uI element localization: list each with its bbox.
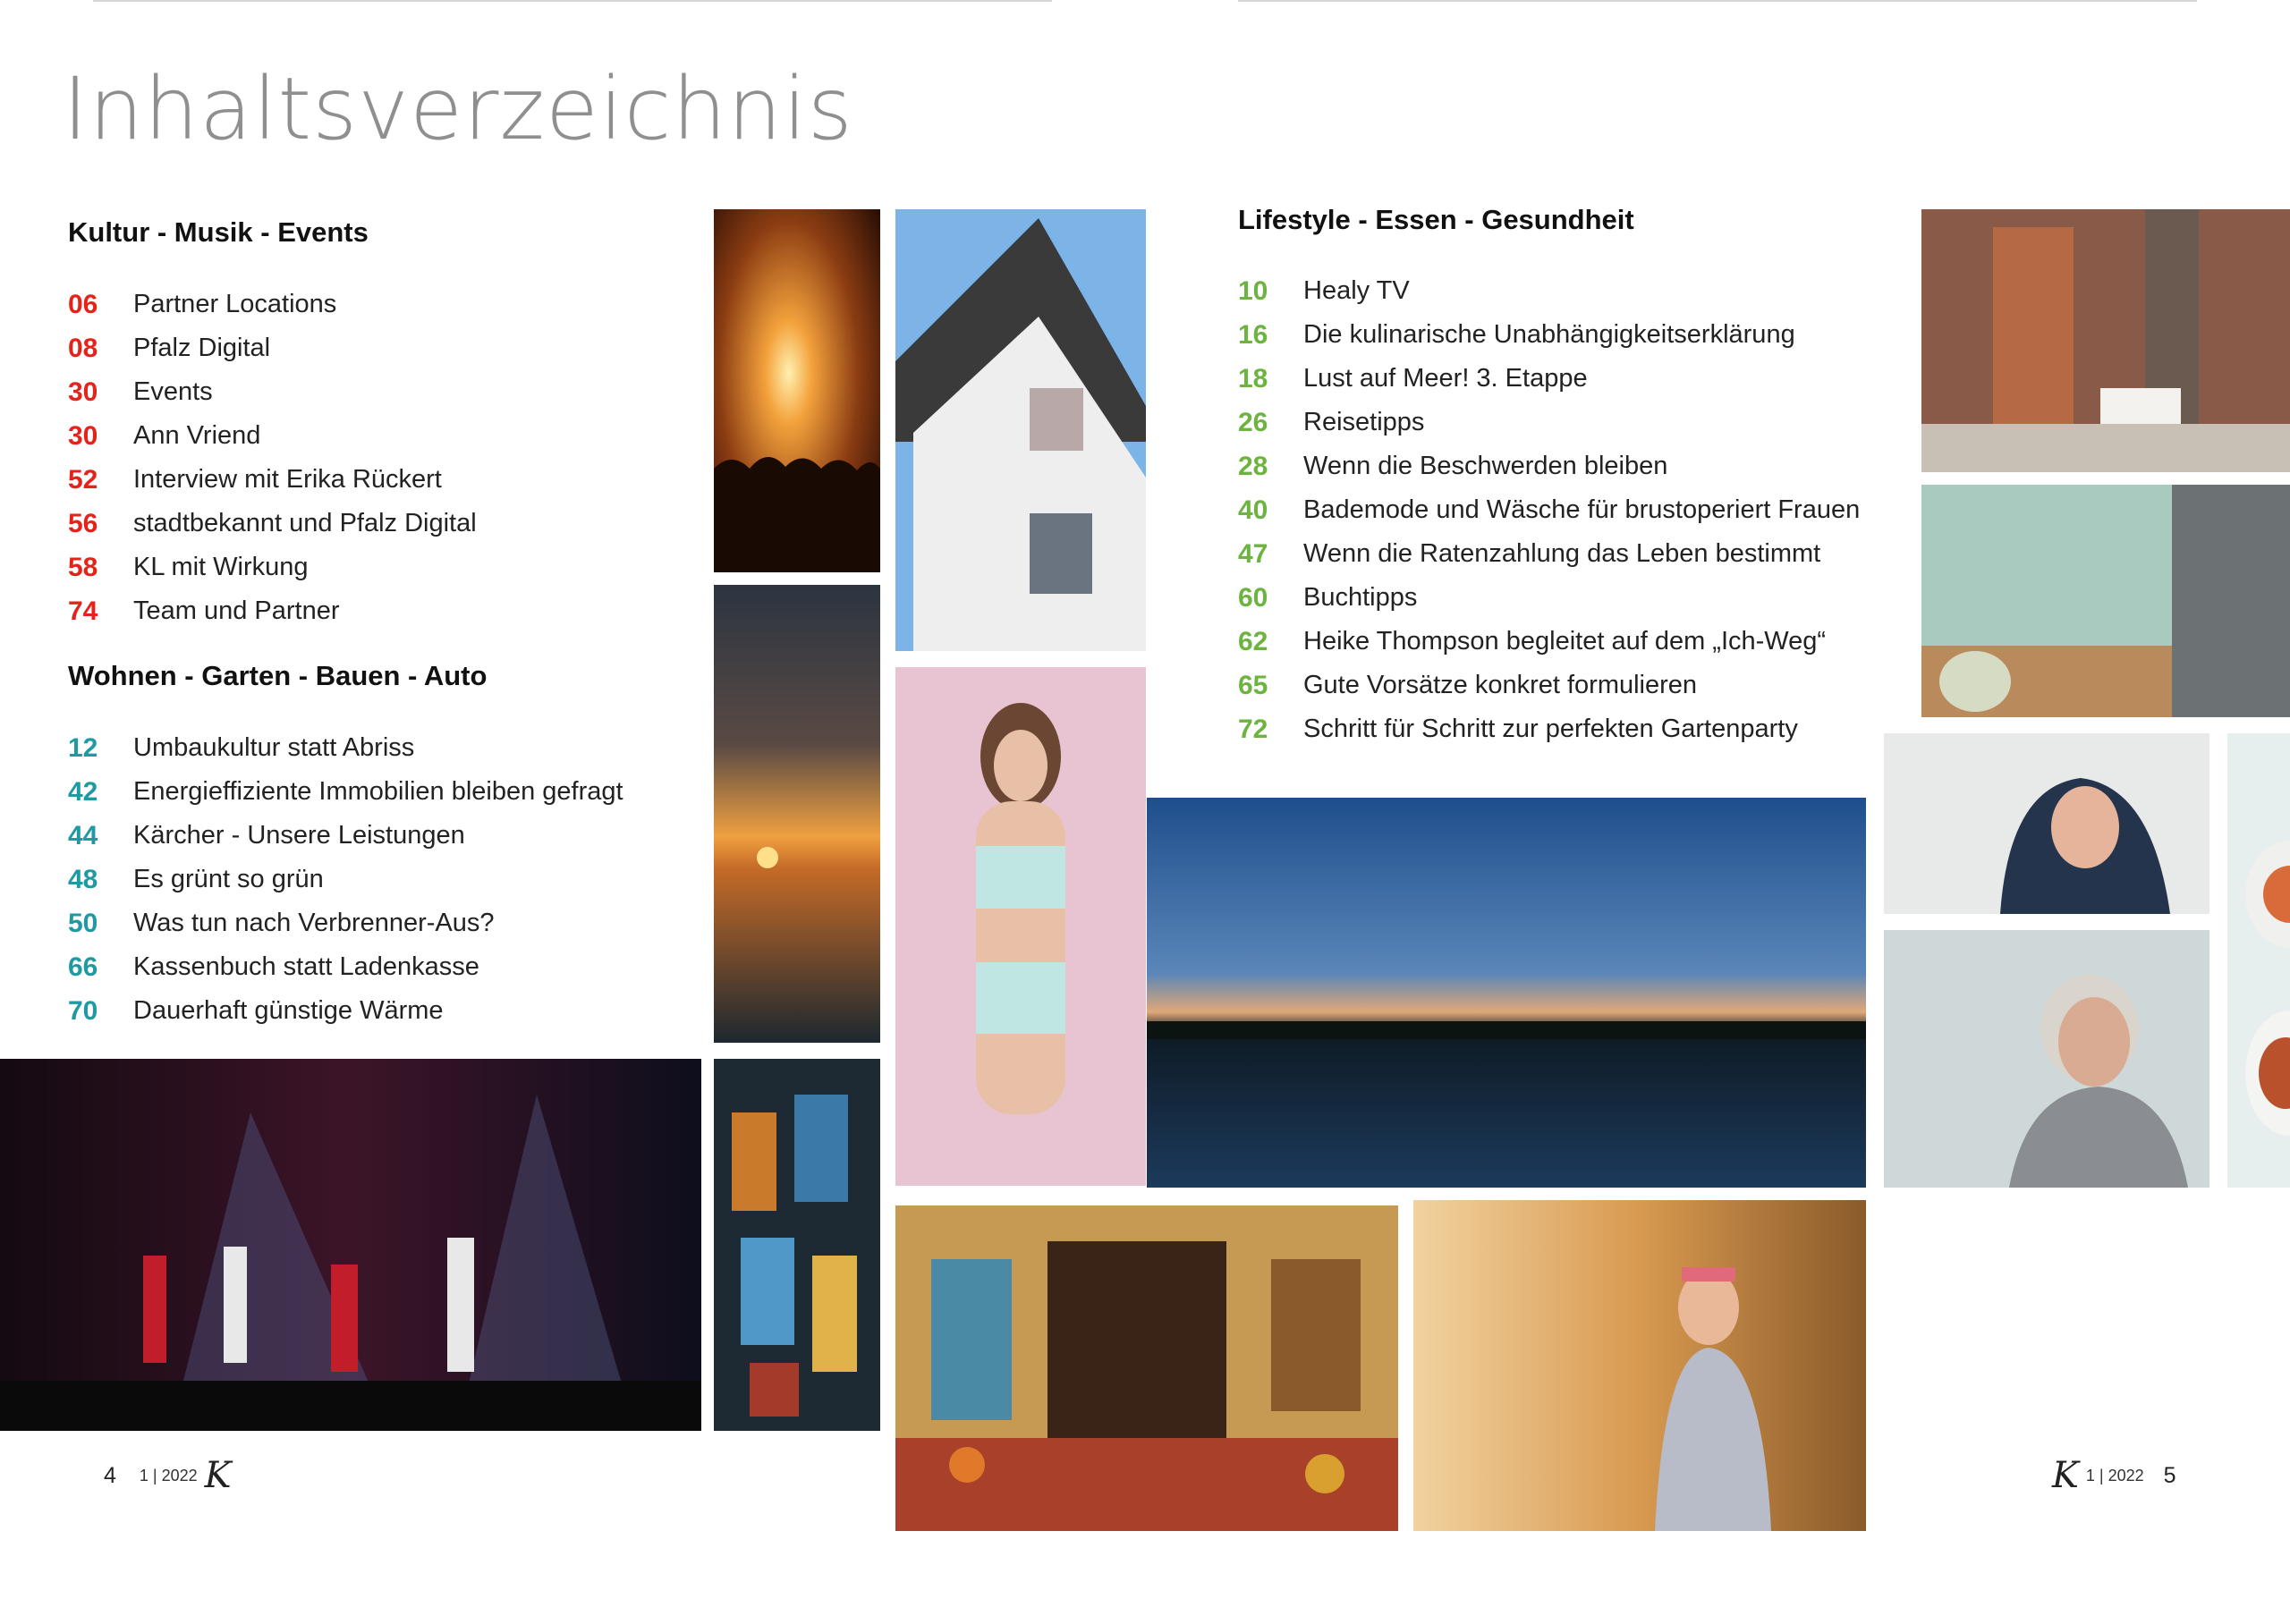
toc-item-label: Heike Thompson begleitet auf dem „Ich-Weg“ bbox=[1303, 627, 1827, 656]
toc-item[interactable] bbox=[68, 502, 477, 546]
section-title-lifestyle: Lifestyle - Essen - Gesundheit bbox=[1238, 204, 1634, 235]
toc-item[interactable] bbox=[68, 283, 477, 326]
toc-page-number: 18 bbox=[1238, 363, 1268, 393]
toc-item[interactable] bbox=[68, 814, 623, 858]
toc-item-label: Pfalz Digital bbox=[133, 334, 271, 362]
toc-page-number: 16 bbox=[1238, 319, 1268, 350]
toc-item-label: Reisetipps bbox=[1303, 408, 1425, 436]
toc-item[interactable] bbox=[1238, 707, 1860, 751]
toc-item-label: Schritt für Schritt zur perfekten Gartenparty bbox=[1303, 715, 1798, 743]
issue-label: 1 | 2022 bbox=[2085, 1466, 2144, 1484]
lingerie-model-photo bbox=[895, 667, 1146, 1186]
toc-item[interactable] bbox=[68, 858, 623, 901]
toc-item-label: Es grünt so grün bbox=[133, 865, 324, 893]
page-title: Inhaltsverzeichnis bbox=[63, 59, 853, 159]
toc-page-number: 44 bbox=[68, 820, 98, 850]
toc-page-number: 30 bbox=[68, 420, 98, 451]
toc-item[interactable] bbox=[68, 589, 477, 633]
footer-left bbox=[104, 1455, 232, 1496]
toc-item-label: Lust auf Meer! 3. Etappe bbox=[1303, 364, 1588, 393]
toc-item[interactable] bbox=[1238, 664, 1860, 707]
toc-item-label: Bademode und Wäsche für brustoperiert Frauen bbox=[1303, 495, 1861, 524]
lake-sunset-photo bbox=[1147, 798, 1866, 1188]
toc-item[interactable] bbox=[1238, 313, 1860, 357]
toc-page-number: 10 bbox=[1238, 275, 1268, 306]
issue-label: 1 | 2022 bbox=[139, 1466, 198, 1484]
toc-item-label: Umbaukultur statt Abriss bbox=[133, 733, 415, 762]
runner-woman-photo bbox=[1413, 1200, 1866, 1531]
dancers-stage-photo bbox=[0, 1059, 701, 1431]
toc-item[interactable] bbox=[1238, 620, 1860, 664]
toc-page-number: 06 bbox=[68, 289, 98, 319]
toc-item-label: Partner Locations bbox=[133, 290, 337, 318]
page-number: 5 bbox=[2163, 1462, 2176, 1488]
toc-item[interactable] bbox=[1238, 532, 1860, 576]
toc-item[interactable] bbox=[68, 546, 477, 589]
toc-item-label: Ann Vriend bbox=[133, 421, 261, 450]
toc-item-label: Was tun nach Verbrenner-Aus? bbox=[133, 909, 495, 937]
toc-item-label: Events bbox=[133, 377, 213, 406]
toc-item-label: Gute Vorsätze konkret formulieren bbox=[1303, 671, 1698, 699]
toc-page-number: 26 bbox=[1238, 407, 1268, 437]
toc-page-number: 70 bbox=[68, 995, 98, 1026]
toc-item-label: Healy TV bbox=[1303, 276, 1410, 305]
toc-page-number: 42 bbox=[68, 776, 98, 807]
toc-page-number: 30 bbox=[68, 376, 98, 407]
concert-crowd-photo bbox=[714, 209, 880, 572]
section-title-kultur: Kultur - Musik - Events bbox=[68, 216, 369, 248]
toc-page-number: 47 bbox=[1238, 538, 1268, 569]
headache-woman-photo bbox=[1884, 930, 2209, 1188]
flower-shop-photo bbox=[895, 1205, 1398, 1531]
green-room-photo bbox=[1921, 485, 2290, 717]
toc-item[interactable] bbox=[68, 414, 477, 458]
toc-item[interactable] bbox=[68, 989, 623, 1033]
toc-item[interactable] bbox=[1238, 576, 1860, 620]
toc-page-number: 50 bbox=[68, 908, 98, 938]
toc-item-label: Energieffiziente Immobilien bleiben gefragt bbox=[133, 777, 623, 806]
toc-page-number: 12 bbox=[68, 732, 98, 763]
toc-item-label: Die kulinarische Unabhängigkeitserklärung bbox=[1303, 320, 1795, 349]
food-plate-photo bbox=[2227, 733, 2290, 1188]
toc-page-number: 56 bbox=[68, 508, 98, 538]
toc-item-label: Dauerhaft günstige Wärme bbox=[133, 996, 444, 1025]
page-number: 4 bbox=[104, 1462, 116, 1488]
toc-list-kultur bbox=[68, 283, 477, 633]
toc-list-wohnen bbox=[68, 726, 623, 1033]
footer-right bbox=[2052, 1455, 2176, 1496]
toc-item[interactable] bbox=[68, 945, 623, 989]
toc-item[interactable] bbox=[1238, 488, 1860, 532]
toc-item-label: Wenn die Beschwerden bleiben bbox=[1303, 452, 1668, 480]
brick-wall-photo bbox=[1921, 209, 2290, 472]
toc-item-label: stadtbekannt und Pfalz Digital bbox=[133, 509, 477, 537]
toc-item-label: Team und Partner bbox=[133, 596, 340, 625]
toc-item[interactable] bbox=[1238, 357, 1860, 401]
magazine-logo: K bbox=[204, 1455, 232, 1496]
toc-page-number: 74 bbox=[68, 596, 98, 626]
toc-item[interactable] bbox=[68, 458, 477, 502]
top-rule-left bbox=[93, 0, 1052, 2]
toc-item[interactable] bbox=[1238, 444, 1860, 488]
toc-item-label: Buchtipps bbox=[1303, 583, 1418, 612]
section-title-wohnen: Wohnen - Garten - Bauen - Auto bbox=[68, 660, 488, 691]
laughing-woman-photo bbox=[1884, 733, 2209, 914]
glass-facade-photo bbox=[714, 1059, 880, 1431]
toc-page-number: 40 bbox=[1238, 495, 1268, 525]
toc-page-number: 62 bbox=[1238, 626, 1268, 656]
magazine-logo: K bbox=[2052, 1455, 2079, 1496]
toc-item-label: KL mit Wirkung bbox=[133, 553, 309, 581]
toc-item-label: Kärcher - Unsere Leistungen bbox=[133, 821, 465, 850]
house-photo bbox=[895, 209, 1146, 651]
toc-item[interactable] bbox=[68, 726, 623, 770]
top-rule-right bbox=[1238, 0, 2197, 2]
toc-item-label: Kassenbuch statt Ladenkasse bbox=[133, 952, 479, 981]
toc-item[interactable] bbox=[68, 901, 623, 945]
toc-page-number: 65 bbox=[1238, 670, 1268, 700]
toc-page-number: 58 bbox=[68, 552, 98, 582]
toc-page-number: 52 bbox=[68, 464, 98, 495]
toc-page-number: 60 bbox=[1238, 582, 1268, 613]
toc-page-number: 48 bbox=[68, 864, 98, 894]
toc-item-label: Wenn die Ratenzahlung das Leben bestimmt bbox=[1303, 539, 1821, 568]
toc-page-number: 08 bbox=[68, 333, 98, 363]
toc-item[interactable] bbox=[68, 370, 477, 414]
toc-item[interactable] bbox=[1238, 401, 1860, 444]
toc-page-number: 66 bbox=[68, 952, 98, 982]
sunset-sea-photo bbox=[714, 585, 880, 1043]
toc-item[interactable] bbox=[1238, 269, 1860, 313]
toc-page-number: 28 bbox=[1238, 451, 1268, 481]
toc-page-number: 72 bbox=[1238, 714, 1268, 744]
toc-item[interactable] bbox=[68, 326, 477, 370]
toc-list-lifestyle bbox=[1238, 269, 1860, 751]
toc-item-label: Interview mit Erika Rückert bbox=[133, 465, 442, 494]
toc-item[interactable] bbox=[68, 770, 623, 814]
